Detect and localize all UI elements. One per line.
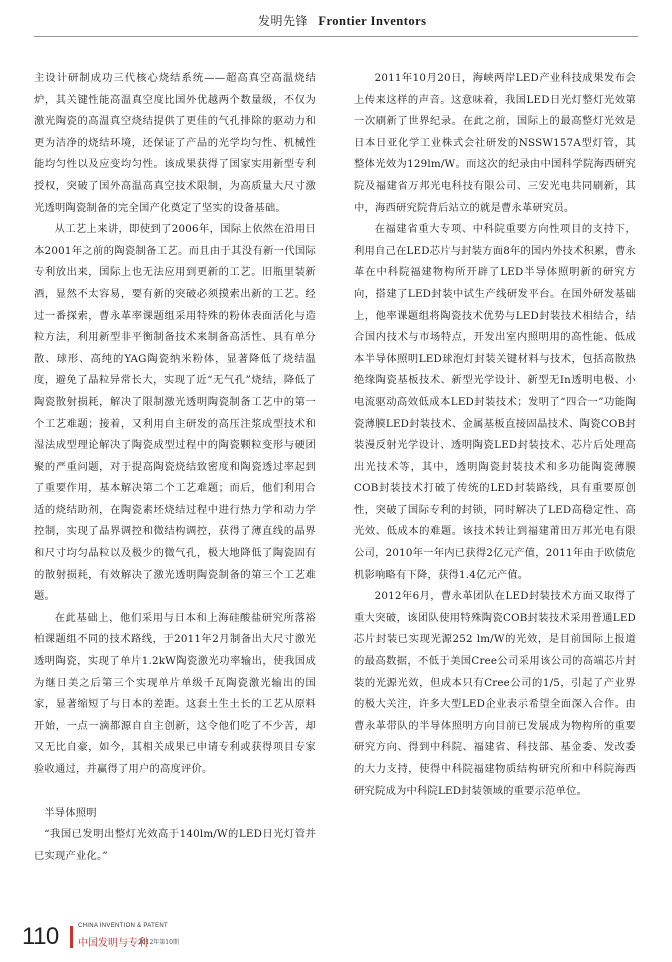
paragraph: 2012年6月，曹永革团队在LED封装技术方面又取得了重大突破，该团队使用特殊陶瓷COB封装技术采用普通LED芯片封装已实现光源252 lm/W的光效，是目前国际上报道的最高数据，不低于美国Cree公司采用该公司的高端芯片封装的光源光效，但成本只有Cree公司的1/5，引起了产业界的极大关注，许多大型LED企业表示希望全面深入合作。由曹永革带队的半导体照明方向目前已发展成为物构所的重要研究方向、得到中科院、福建省、科技部、基金委、发改委的大力支持，使得中科院福建物质结构研究所和中科院海西研究院成为中科院LED封装领域的重要示范单位。 xyxy=(354,590,636,797)
issue-label: 2012年第10期 xyxy=(138,939,179,946)
page-number: 110 xyxy=(22,923,59,950)
pull-quote: “我国已发明出整灯光效高于140lm/W的LED日光灯管并已实现产业化。” xyxy=(34,828,316,862)
paragraph: 主设计研制成功三代核心烧结系统——超高真空高温烧结炉，其关键性能高温真空度比国外优越两个数量级，不仅为激光陶瓷的高温真空烧结提供了更佳的气孔排除的驱动力和更为洁净的烧结环境，还保证了产品的光学均匀性、机械性能均匀性以及应变均匀性。该成果获得了国家实用新型专利授权，突破了国外高温高真空技术限制，为高质量大尺寸激光透明陶瓷制备的完全国产化奠定了坚实的设备基础。 xyxy=(34,72,316,214)
header-section-cn: 发明先锋 xyxy=(258,14,309,28)
paragraph: 2011年10月20日，海峡两岸LED产业科技成果发布会上传来这样的声音。这意味着，我国LED日光灯整灯光效第一次刷新了世界纪录。在此之前，国际上的最高整灯光效是日本日亚化学工业株式会社研发的NSSW157A型灯管，其整体光效为129lm/W。而这次的纪录由中国科学院海西研究院及福建省万邦光电科技有限公司、三安光电共同刷新，其中，海西研究院背后站立的就是曹永革研究员。 xyxy=(354,72,636,214)
paragraph: 在此基础上，他们采用与日本和上海硅酸盐研究所落裕柏课题组不同的技术路线，于2011年2月制备出大尺寸激光透明陶瓷，实现了单片1.2kW陶瓷激光功率输出，使我国成为继日美之后第三个实现单片单级千瓦陶瓷激光输出的国家，显著缩短了与日本的差距。这套土生土长的工艺从原料开始，一点一滴都源自自主创新，这令他们吃了不少苦，却又无比自豪，如今，其相关成果已申请专利或获得项目专家验收通过，并赢得了用户的高度评价。 xyxy=(34,611,316,775)
paragraph: 从工艺上来讲，即使到了2006年，国际上依然在沿用日本2001年之前的陶瓷制备工艺。而且由于其没有新一代国际专利放出来，国际上也无法应用到更新的工艺。旧瓶里装新酒，显然不太容易，要有新的突破必须摸索出新的工艺。经过一番探索，曹永革率课题组采用特殊的粉体表面活化与造粒方法，利用新型非平衡制备技术来制备高活性、具有单分散、球形、高纯的YAG陶瓷纳米粉体，显著降低了烧结温度，避免了晶粒异常长大，实现了近“无气孔”烧结，降低了陶瓷散射损耗，解决了限制激光透明陶瓷制备工艺中的第一个工艺难题；接着，又利用自主研发的高压注浆成型技术和湿法成型理论解决了陶瓷成型过程中的陶瓷颗粒变形与硬团聚的严重问题，对于提高陶瓷烧结致密度和陶瓷透过率起到了重要作用，基本解决第二个工艺难题；而后，他们利用合适的烧结助剂，在陶瓷素坯烧结过程中进行热力学和动力学控制，实现了晶界调控和微结构调控，获得了薄直线的晶界和尺寸均匀晶粒以及极少的微气孔，极大地降低了陶瓷固有的散射损耗，有效解决了激光透明陶瓷制备的第三个工艺难题。 xyxy=(34,223,316,603)
page-footer xyxy=(0,918,672,962)
header-section-en: Frontier Inventors xyxy=(318,14,427,28)
magazine-title-cn: 中国发明与专利 xyxy=(78,938,148,949)
magazine-title-en: CHINA INVENTION & PATENT xyxy=(78,923,168,929)
left-column xyxy=(34,68,316,867)
page-header xyxy=(0,0,672,44)
header-rule xyxy=(34,36,638,37)
paragraph: 在福建省重大专项、中科院重要方向性项目的支持下，利用自己在LED芯片与封装方面8年的国内外技术积累，曹永革在中科院福建物构所开辟了LED半导体照明新的研究方向，搭建了LED封装中试生产线研发平台。在国外研发基础上，他率课题组将陶瓷技术优势与LED封装技术相结合，结合国内技术与市场特点，开发出室内照明用的高性能、低成本半导体照明LED球泡灯封装关键材料与技术，包括高散热绝缘陶瓷基板技术、新型光学设计、新型无In透明电极、小电流驱动高效低成本LED封装技术；发明了“四合一”功能陶瓷薄膜LED封装技术、金属基板直接固晶技术、陶瓷COB封装漫反射光学设计、透明陶瓷LED封装技术、芯片后处理高出光技术等，其中，透明陶瓷封装技术和多功能陶瓷薄膜COB封装技术打破了传统的LED封装路线，具有重要原创性，突破了国际专利的封锁，同时解决了LED高稳定性、高光效、低成本的难题。该技术转让到福建莆田万邦光电有限公司，2010年一年内已获得2亿元产值，2011年由于欧债危机影响略有下降，获得1.4亿元产值。 xyxy=(354,223,636,581)
running-header xyxy=(258,12,427,29)
footer-accent-bar xyxy=(70,926,73,948)
right-column xyxy=(354,68,636,802)
section-title: 半导体照明 xyxy=(44,806,97,819)
